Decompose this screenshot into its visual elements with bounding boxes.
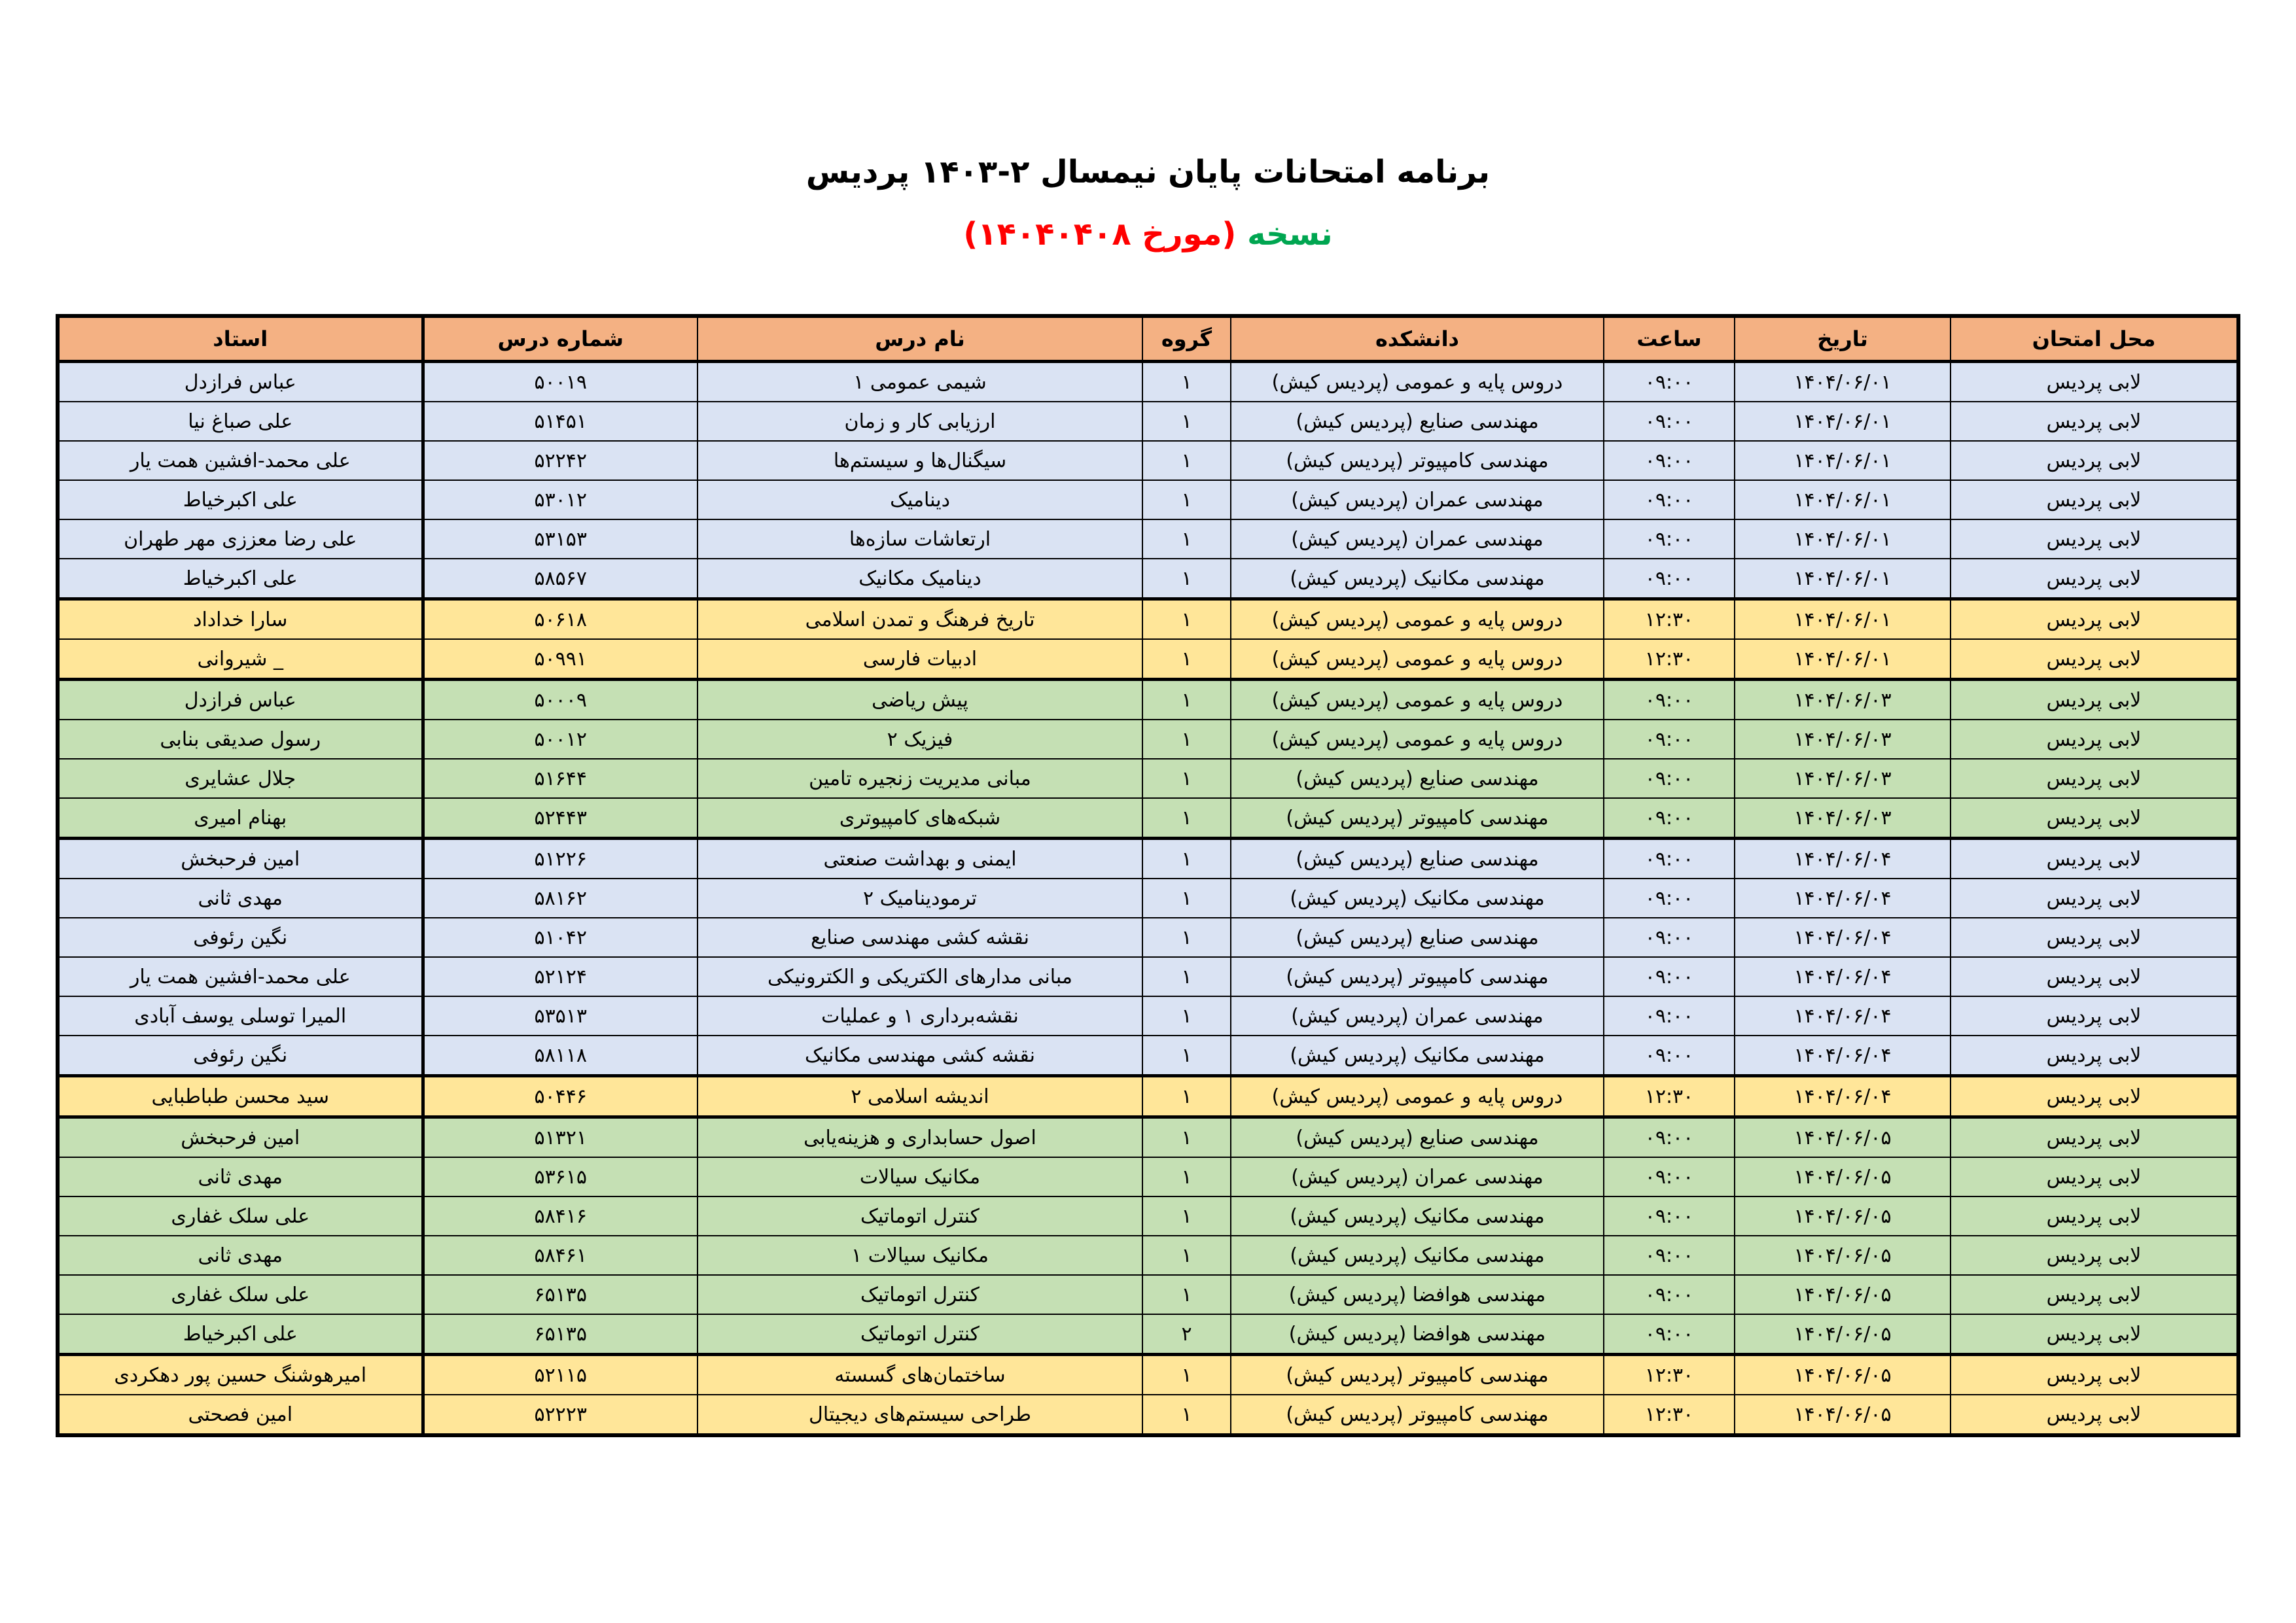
cell-place: لابی پردیس [1951,1355,2238,1395]
cell-course: شبکه‌های کامپیوتری [698,798,1142,839]
cell-date: ۱۴۰۴/۰۶/۰۵ [1735,1275,1951,1314]
cell-course: شیمی عمومی ۱ [698,362,1142,402]
cell-faculty: مهندسی هوافضا (پردیس کیش) [1231,1275,1604,1314]
column-header-code: شماره درس [423,316,698,362]
table-row [58,441,2238,480]
cell-date: ۱۴۰۴/۰۶/۰۳ [1735,680,1951,720]
cell-time: ۰۹:۰۰ [1604,1196,1735,1236]
cell-faculty: مهندسی مکانیک (پردیس کیش) [1231,559,1604,599]
cell-date: ۱۴۰۴/۰۶/۰۵ [1735,1196,1951,1236]
cell-code: ۵۱۲۲۶ [423,839,698,879]
table-row [58,639,2238,680]
cell-teacher: علی اکبرخیاط [58,480,423,519]
cell-date: ۱۴۰۴/۰۶/۰۱ [1735,639,1951,680]
cell-faculty: دروس پایه و عمومی (پردیس کیش) [1231,1076,1604,1117]
cell-time: ۰۹:۰۰ [1604,519,1735,559]
cell-code: ۵۱۳۲۱ [423,1117,698,1158]
cell-faculty: مهندسی صنایع (پردیس کیش) [1231,402,1604,441]
cell-teacher: مهدی ثانی [58,1236,423,1275]
cell-course: پیش ریاضی [698,680,1142,720]
cell-faculty: مهندسی صنایع (پردیس کیش) [1231,918,1604,957]
table-row [58,1236,2238,1275]
cell-course: مکانیک سیالات [698,1157,1142,1196]
table-row [58,599,2238,640]
cell-teacher: علی محمد-افشین همت یار [58,441,423,480]
cell-place: لابی پردیس [1951,879,2238,918]
cell-time: ۰۹:۰۰ [1604,996,1735,1036]
column-header-course: نام درس [698,316,1142,362]
cell-date: ۱۴۰۴/۰۶/۰۵ [1735,1236,1951,1275]
cell-time: ۰۹:۰۰ [1604,1275,1735,1314]
cell-time: ۰۹:۰۰ [1604,957,1735,996]
cell-time: ۰۹:۰۰ [1604,1314,1735,1355]
cell-faculty: دروس پایه و عمومی (پردیس کیش) [1231,599,1604,640]
column-header-faculty: دانشکده [1231,316,1604,362]
document-title: برنامه امتحانات پایان نیمسال ۲-۱۴۰۳ پردیس [805,154,1491,190]
cell-teacher: علی اکبرخیاط [58,559,423,599]
table-row [58,1314,2238,1355]
cell-course: مبانی مدیریت زنجیره تامین [698,759,1142,798]
cell-faculty: مهندسی کامپیوتر (پردیس کیش) [1231,1395,1604,1435]
cell-place: لابی پردیس [1951,720,2238,759]
table-row [58,680,2238,720]
cell-code: ۵۳۱۵۳ [423,519,698,559]
cell-group: ۱ [1142,918,1231,957]
cell-course: دینامیک مکانیک [698,559,1142,599]
cell-faculty: مهندسی مکانیک (پردیس کیش) [1231,1236,1604,1275]
cell-code: ۶۵۱۳۵ [423,1275,698,1314]
cell-faculty: مهندسی هوافضا (پردیس کیش) [1231,1314,1604,1355]
cell-faculty: مهندسی کامپیوتر (پردیس کیش) [1231,798,1604,839]
cell-place: لابی پردیس [1951,1157,2238,1196]
cell-faculty: مهندسی عمران (پردیس کیش) [1231,1157,1604,1196]
cell-code: ۵۳۵۱۳ [423,996,698,1036]
table-row [58,1196,2238,1236]
cell-course: نقشه‌برداری ۱ و عملیات [698,996,1142,1036]
cell-code: ۶۵۱۳۵ [423,1314,698,1355]
cell-faculty: دروس پایه و عمومی (پردیس کیش) [1231,362,1604,402]
table-row [58,798,2238,839]
cell-group: ۱ [1142,680,1231,720]
cell-group: ۱ [1142,1395,1231,1435]
cell-time: ۰۹:۰۰ [1604,402,1735,441]
cell-date: ۱۴۰۴/۰۶/۰۵ [1735,1117,1951,1158]
cell-teacher: علی رضا معززی مهر طهران [58,519,423,559]
cell-place: لابی پردیس [1951,1196,2238,1236]
cell-teacher: علی اکبرخیاط [58,1314,423,1355]
table-row [58,362,2238,402]
cell-teacher: مهدی ثانی [58,879,423,918]
table-row [58,1036,2238,1076]
cell-course: اندیشه اسلامی ۲ [698,1076,1142,1117]
cell-place: لابی پردیس [1951,839,2238,879]
table-row [58,1395,2238,1435]
cell-group: ۱ [1142,441,1231,480]
cell-place: لابی پردیس [1951,480,2238,519]
cell-course: ساختمان‌های گسسته [698,1355,1142,1395]
cell-group: ۱ [1142,1236,1231,1275]
cell-place: لابی پردیس [1951,362,2238,402]
table-row [58,957,2238,996]
cell-faculty: مهندسی کامپیوتر (پردیس کیش) [1231,441,1604,480]
cell-group: ۱ [1142,1275,1231,1314]
column-header-place: محل امتحان [1951,316,2238,362]
cell-teacher: علی صباغ نیا [58,402,423,441]
cell-place: لابی پردیس [1951,1117,2238,1158]
cell-time: ۱۲:۳۰ [1604,599,1735,640]
cell-code: ۵۱۶۴۴ [423,759,698,798]
cell-place: لابی پردیس [1951,680,2238,720]
cell-code: ۵۰۰۰۹ [423,680,698,720]
cell-course: نقشه کشی مهندسی مکانیک [698,1036,1142,1076]
cell-time: ۱۲:۳۰ [1604,639,1735,680]
cell-group: ۱ [1142,957,1231,996]
cell-teacher: امیرهوشنگ حسین پور دهکردی [58,1355,423,1395]
cell-group: ۱ [1142,362,1231,402]
table-row [58,720,2238,759]
cell-time: ۱۲:۳۰ [1604,1355,1735,1395]
cell-code: ۵۲۱۱۵ [423,1355,698,1395]
cell-date: ۱۴۰۴/۰۶/۰۵ [1735,1314,1951,1355]
cell-date: ۱۴۰۴/۰۶/۰۱ [1735,362,1951,402]
cell-course: ترمودینامیک ۲ [698,879,1142,918]
cell-group: ۱ [1142,798,1231,839]
cell-time: ۰۹:۰۰ [1604,1157,1735,1196]
cell-time: ۰۹:۰۰ [1604,918,1735,957]
cell-teacher: علی سلک غفاری [58,1275,423,1314]
cell-group: ۱ [1142,1076,1231,1117]
cell-teacher: امین فرحبخش [58,839,423,879]
cell-time: ۰۹:۰۰ [1604,879,1735,918]
column-header-group: گروه [1142,316,1231,362]
cell-group: ۱ [1142,1355,1231,1395]
cell-faculty: مهندسی مکانیک (پردیس کیش) [1231,1196,1604,1236]
cell-code: ۵۳۰۱۲ [423,480,698,519]
cell-time: ۰۹:۰۰ [1604,798,1735,839]
cell-code: ۵۰۰۱۲ [423,720,698,759]
cell-faculty: مهندسی عمران (پردیس کیش) [1231,480,1604,519]
cell-faculty: مهندسی مکانیک (پردیس کیش) [1231,1036,1604,1076]
column-header-time: ساعت [1604,316,1735,362]
cell-date: ۱۴۰۴/۰۶/۰۵ [1735,1395,1951,1435]
table-row [58,918,2238,957]
cell-place: لابی پردیس [1951,402,2238,441]
cell-place: لابی پردیس [1951,996,2238,1036]
table-row [58,1157,2238,1196]
cell-time: ۰۹:۰۰ [1604,480,1735,519]
column-header-teacher: استاد [58,316,423,362]
cell-date: ۱۴۰۴/۰۶/۰۱ [1735,441,1951,480]
cell-place: لابی پردیس [1951,1395,2238,1435]
table-row [58,519,2238,559]
cell-teacher: علی سلک غفاری [58,1196,423,1236]
cell-teacher: بهنام امیری [58,798,423,839]
cell-teacher: سید محسن طباطبایی [58,1076,423,1117]
cell-date: ۱۴۰۴/۰۶/۰۱ [1735,559,1951,599]
cell-code: ۵۲۴۴۳ [423,798,698,839]
cell-teacher: امین فصحتی [58,1395,423,1435]
cell-course: ارزیابی کار و زمان [698,402,1142,441]
cell-course: کنترل اتوماتیک [698,1314,1142,1355]
cell-date: ۱۴۰۴/۰۶/۰۴ [1735,1036,1951,1076]
cell-date: ۱۴۰۴/۰۶/۰۵ [1735,1157,1951,1196]
cell-faculty: مهندسی مکانیک (پردیس کیش) [1231,879,1604,918]
cell-faculty: دروس پایه و عمومی (پردیس کیش) [1231,639,1604,680]
cell-time: ۰۹:۰۰ [1604,680,1735,720]
cell-teacher: مهدی ثانی [58,1157,423,1196]
cell-group: ۱ [1142,1157,1231,1196]
cell-place: لابی پردیس [1951,1036,2238,1076]
cell-teacher: علی محمد-افشین همت یار [58,957,423,996]
cell-code: ۵۸۴۶۱ [423,1236,698,1275]
cell-course: فیزیک ۲ [698,720,1142,759]
cell-place: لابی پردیس [1951,441,2238,480]
cell-group: ۱ [1142,559,1231,599]
cell-code: ۵۰۹۹۱ [423,639,698,680]
table-row [58,996,2238,1036]
cell-teacher: امین فرحبخش [58,1117,423,1158]
cell-teacher: نگین رئوفی [58,918,423,957]
cell-code: ۵۰۴۴۶ [423,1076,698,1117]
cell-time: ۰۹:۰۰ [1604,720,1735,759]
cell-course: سیگنال‌ها و سیستم‌ها [698,441,1142,480]
cell-teacher: سارا خداداد [58,599,423,640]
cell-place: لابی پردیس [1951,639,2238,680]
cell-teacher: _ شیروانی [58,639,423,680]
cell-course: کنترل اتوماتیک [698,1275,1142,1314]
cell-course: مکانیک سیالات ۱ [698,1236,1142,1275]
cell-group: ۱ [1142,1036,1231,1076]
cell-time: ۰۹:۰۰ [1604,362,1735,402]
table-row [58,879,2238,918]
cell-group: ۱ [1142,599,1231,640]
cell-code: ۵۸۴۱۶ [423,1196,698,1236]
cell-date: ۱۴۰۴/۰۶/۰۴ [1735,879,1951,918]
table-row [58,559,2238,599]
column-header-date: تاریخ [1735,316,1951,362]
table-row [58,1355,2238,1395]
cell-date: ۱۴۰۴/۰۶/۰۴ [1735,957,1951,996]
cell-course: ایمنی و بهداشت صنعتی [698,839,1142,879]
table-header-row [58,316,2238,362]
cell-date: ۱۴۰۴/۰۶/۰۴ [1735,839,1951,879]
cell-code: ۵۱۴۵۱ [423,402,698,441]
cell-faculty: دروس پایه و عمومی (پردیس کیش) [1231,720,1604,759]
cell-group: ۱ [1142,402,1231,441]
cell-course: دینامیک [698,480,1142,519]
cell-faculty: مهندسی صنایع (پردیس کیش) [1231,759,1604,798]
cell-course: اصول حسابداری و هزینه‌یابی [698,1117,1142,1158]
cell-time: ۰۹:۰۰ [1604,1236,1735,1275]
cell-group: ۱ [1142,519,1231,559]
cell-course: مبانی مدارهای الکتریکی و الکترونیکی [698,957,1142,996]
cell-time: ۱۲:۳۰ [1604,1395,1735,1435]
cell-group: ۱ [1142,1196,1231,1236]
cell-course: ارتعاشات سازه‌ها [698,519,1142,559]
cell-time: ۰۹:۰۰ [1604,839,1735,879]
table-row [58,402,2238,441]
cell-course: طراحی سیستم‌های دیجیتال [698,1395,1142,1435]
cell-code: ۵۸۱۱۸ [423,1036,698,1076]
cell-teacher: عباس فرازدل [58,680,423,720]
cell-date: ۱۴۰۴/۰۶/۰۳ [1735,759,1951,798]
cell-date: ۱۴۰۴/۰۶/۰۱ [1735,402,1951,441]
cell-faculty: مهندسی صنایع (پردیس کیش) [1231,839,1604,879]
cell-date: ۱۴۰۴/۰۶/۰۴ [1735,1076,1951,1117]
cell-place: لابی پردیس [1951,759,2238,798]
cell-time: ۰۹:۰۰ [1604,559,1735,599]
table-row [58,839,2238,879]
cell-group: ۱ [1142,879,1231,918]
cell-code: ۵۸۱۶۲ [423,879,698,918]
cell-teacher: نگین رئوفی [58,1036,423,1076]
cell-faculty: مهندسی صنایع (پردیس کیش) [1231,1117,1604,1158]
cell-date: ۱۴۰۴/۰۶/۰۱ [1735,599,1951,640]
cell-faculty: دروس پایه و عمومی (پردیس کیش) [1231,680,1604,720]
cell-place: لابی پردیس [1951,957,2238,996]
cell-group: ۱ [1142,996,1231,1036]
cell-place: لابی پردیس [1951,1236,2238,1275]
cell-place: لابی پردیس [1951,1076,2238,1117]
table-row [58,1076,2238,1117]
cell-faculty: مهندسی کامپیوتر (پردیس کیش) [1231,957,1604,996]
cell-faculty: مهندسی عمران (پردیس کیش) [1231,996,1604,1036]
cell-place: لابی پردیس [1951,798,2238,839]
cell-group: ۱ [1142,639,1231,680]
cell-group: ۱ [1142,839,1231,879]
cell-time: ۰۹:۰۰ [1604,1036,1735,1076]
cell-date: ۱۴۰۴/۰۶/۰۴ [1735,996,1951,1036]
cell-place: لابی پردیس [1951,1275,2238,1314]
cell-place: لابی پردیس [1951,559,2238,599]
cell-course: ادبیات فارسی [698,639,1142,680]
cell-date: ۱۴۰۴/۰۶/۰۴ [1735,918,1951,957]
cell-date: ۱۴۰۴/۰۶/۰۱ [1735,480,1951,519]
cell-faculty: مهندسی کامپیوتر (پردیس کیش) [1231,1355,1604,1395]
cell-date: ۱۴۰۴/۰۶/۰۱ [1735,519,1951,559]
cell-code: ۵۰۰۱۹ [423,362,698,402]
version-date: (مورخ ۱۴۰۴۰۴۰۸) [963,216,1237,253]
cell-date: ۱۴۰۴/۰۶/۰۵ [1735,1355,1951,1395]
cell-group: ۱ [1142,480,1231,519]
version-label: نسخه [1247,216,1333,253]
cell-teacher: رسول صدیقی بنابی [58,720,423,759]
cell-code: ۵۸۵۶۷ [423,559,698,599]
cell-code: ۵۲۲۲۳ [423,1395,698,1435]
cell-group: ۱ [1142,720,1231,759]
cell-group: ۱ [1142,1117,1231,1158]
cell-time: ۰۹:۰۰ [1604,1117,1735,1158]
table-row [58,1117,2238,1158]
cell-group: ۱ [1142,759,1231,798]
table-row [58,480,2238,519]
cell-code: ۵۲۲۴۲ [423,441,698,480]
cell-code: ۵۲۱۲۴ [423,957,698,996]
cell-place: لابی پردیس [1951,519,2238,559]
cell-place: لابی پردیس [1951,1314,2238,1355]
table-row [58,759,2238,798]
cell-course: نقشه کشی مهندسی صنایع [698,918,1142,957]
cell-teacher: المیرا توسلی یوسف آبادی [58,996,423,1036]
cell-place: لابی پردیس [1951,599,2238,640]
cell-teacher: جلال عشایری [58,759,423,798]
cell-time: ۰۹:۰۰ [1604,441,1735,480]
cell-code: ۵۱۰۴۲ [423,918,698,957]
cell-group: ۲ [1142,1314,1231,1355]
table-row [58,1275,2238,1314]
cell-date: ۱۴۰۴/۰۶/۰۳ [1735,720,1951,759]
cell-code: ۵۳۶۱۵ [423,1157,698,1196]
cell-place: لابی پردیس [1951,918,2238,957]
cell-code: ۵۰۶۱۸ [423,599,698,640]
cell-course: تاریخ فرهنگ و تمدن اسلامی [698,599,1142,640]
cell-time: ۱۲:۳۰ [1604,1076,1735,1117]
exam-schedule-table [56,314,2240,1437]
cell-date: ۱۴۰۴/۰۶/۰۳ [1735,798,1951,839]
document-subtitle [0,216,2296,253]
cell-course: کنترل اتوماتیک [698,1196,1142,1236]
cell-time: ۰۹:۰۰ [1604,759,1735,798]
cell-faculty: مهندسی عمران (پردیس کیش) [1231,519,1604,559]
cell-teacher: عباس فرازدل [58,362,423,402]
